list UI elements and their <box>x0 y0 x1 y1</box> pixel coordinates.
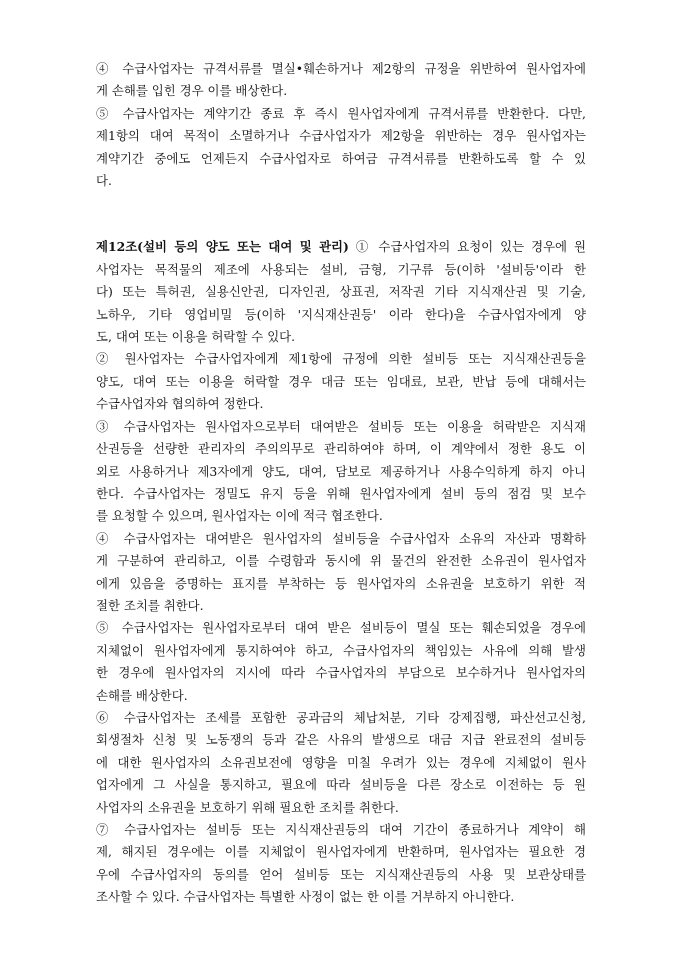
text-line: ⑤ 수급사업자는 계약기간 종료 후 즉시 원사업자에게 규격서류를 반환한다. 다만, <box>96 105 586 121</box>
text-line: ④ 수급사업자는 대여받은 원사업자의 설비등을 수급사업자 소유의 자산과 명확하 <box>96 530 586 546</box>
text-line: 절한 조치를 취한다. <box>96 597 204 613</box>
text-line: 산권등을 선량한 관리자의 주의의무로 관리하여야 하며, 이 계약에서 정한 용도 이 <box>96 441 586 457</box>
blank-line <box>96 192 586 214</box>
text-line: 게 손해를 입힌 경우 이를 배상한다. <box>96 83 288 99</box>
text-line: 지체없이 원사업자에게 통지하여야 하고, 수급사업자의 책임있는 사유에 의해 발생 <box>96 642 586 658</box>
text-line: ⑤ 수급사업자는 원사업자로부터 대여 받은 설비등이 멸실 또는 훼손되었을 경우에 <box>96 620 586 636</box>
article12-paragraph-2 <box>96 348 586 415</box>
text-line: ② 원사업자는 수급사업자에게 제1항에 규정에 의한 설비등 또는 지식재산권등을 <box>96 351 586 367</box>
text-line: 게 구분하여 관리하고, 이를 수령함과 동시에 위 물건의 완전한 소유권이 원사업자 <box>96 553 586 569</box>
text-run: ① 수급사업자의 요청이 있는 경우에 원 <box>348 239 586 255</box>
article12-paragraph-4 <box>96 528 586 618</box>
text-line: 제1항의 대여 목적이 소멸하거나 수급사업자가 제2항을 위반하는 경우 원사업자는 <box>96 128 586 144</box>
article12-paragraph-3 <box>96 416 586 528</box>
article12-first-line <box>96 236 586 258</box>
text-line: 에 대한 원사업자의 소유권보전에 영향을 미칠 우려가 있는 경우에 지체없이 원사 <box>96 754 586 770</box>
text-line: 조사할 수 있다. 수급사업자는 특별한 사정이 없는 한 이를 거부하지 아니한다. <box>96 889 515 905</box>
blank-line <box>96 214 586 236</box>
document-body <box>96 58 586 909</box>
text-line: ④ 수급사업자는 규격서류를 멸실•훼손하거나 제2항의 규정을 위반하여 원사업자에 <box>96 61 586 76</box>
text-line: 업자에게 그 사실을 통지하고, 필요에 따라 설비등을 다른 장소로 이전하는 등 원 <box>96 777 586 793</box>
text-line: 사업자는 목적물의 제조에 사용되는 설비, 금형, 기구류 등(이하 '설비등'이라 한 <box>96 261 586 277</box>
text-line: ⑥ 수급사업자는 조세를 포함한 공과금의 체납처분, 기타 강제집행, 파산선고신청, <box>96 709 586 725</box>
text-line: ③ 수급사업자는 원사업자으로부터 대여받은 설비등 또는 이용을 허락받은 지식재 <box>96 418 586 434</box>
text-line: 한 경우에 원사업자의 지시에 따라 수급사업자의 부담으로 보수하거나 원사업자의 <box>96 665 586 681</box>
text-line: 를 요청할 수 있으며, 원사업자는 이에 적극 협조한다. <box>96 508 383 524</box>
text-line: 다. <box>96 173 112 189</box>
text-line: 손해를 배상한다. <box>96 687 188 703</box>
text-line: 양도, 대여 또는 이용을 허락할 경우 대금 또는 임대료, 보관, 반납 등에 대해서는 <box>96 373 586 389</box>
text-line: 도, 대여 또는 이용을 허락할 수 있다. <box>96 329 296 345</box>
text-line: 한다. 수급사업자는 정밀도 유지 등을 위해 원사업자에게 설비 등의 점검 및 보수 <box>96 485 586 501</box>
text-line: 외로 사용하거나 제3자에게 양도, 대여, 담보로 제공하거나 사용수익하게 하지 아니 <box>96 463 586 479</box>
text-line: 수급사업자와 협의하여 정한다. <box>96 396 264 412</box>
article12-paragraph-5 <box>96 617 586 707</box>
text-line: ⑦ 수급사업자는 설비등 또는 지식재산권등의 대여 기간이 종료하거나 계약이 해 <box>96 822 586 837</box>
text-line: 제, 해지된 경우에는 이를 지체없이 원사업자에게 반환하며, 원사업자는 필요한 경 <box>96 844 586 860</box>
article12-paragraph-6 <box>96 707 586 819</box>
article12-paragraph-1 <box>96 236 586 348</box>
text-line: 우에 수급사업자의 동의를 얻어 설비등 또는 지식재산권등의 사용 및 보관상태를 <box>96 866 586 882</box>
text-line: 회생절차 신청 및 노동쟁의 등과 같은 사유의 발생으로 대금 지급 완료전의 설비등 <box>96 732 586 748</box>
article12-paragraph-7 <box>96 819 586 909</box>
article12-heading: 제12조(설비 등의 양도 또는 대여 및 관리) <box>96 239 349 255</box>
text-line: 노하우, 기타 영업비밀 등(이하 '지식재산권등' 이라 한다)을 수급사업자에게 양 <box>96 306 586 322</box>
text-line: 계약기간 중에도 언제든지 수급사업자로 하여금 규격서류를 반환하도록 할 수 있 <box>96 150 586 166</box>
article11-paragraph-5 <box>96 103 586 193</box>
text-line: 에게 있음을 증명하는 표지를 부착하는 등 원사업자의 소유권을 보호하기 위한 적 <box>96 575 586 591</box>
article11-paragraph-4 <box>96 58 586 103</box>
text-line: 사업자의 소유권을 보호하기 위해 필요한 조치를 취한다. <box>96 799 399 815</box>
text-line: 다) 또는 특허권, 실용신안권, 디자인권, 상표권, 저작권 기타 지식재산권 및 기술, <box>96 284 586 300</box>
